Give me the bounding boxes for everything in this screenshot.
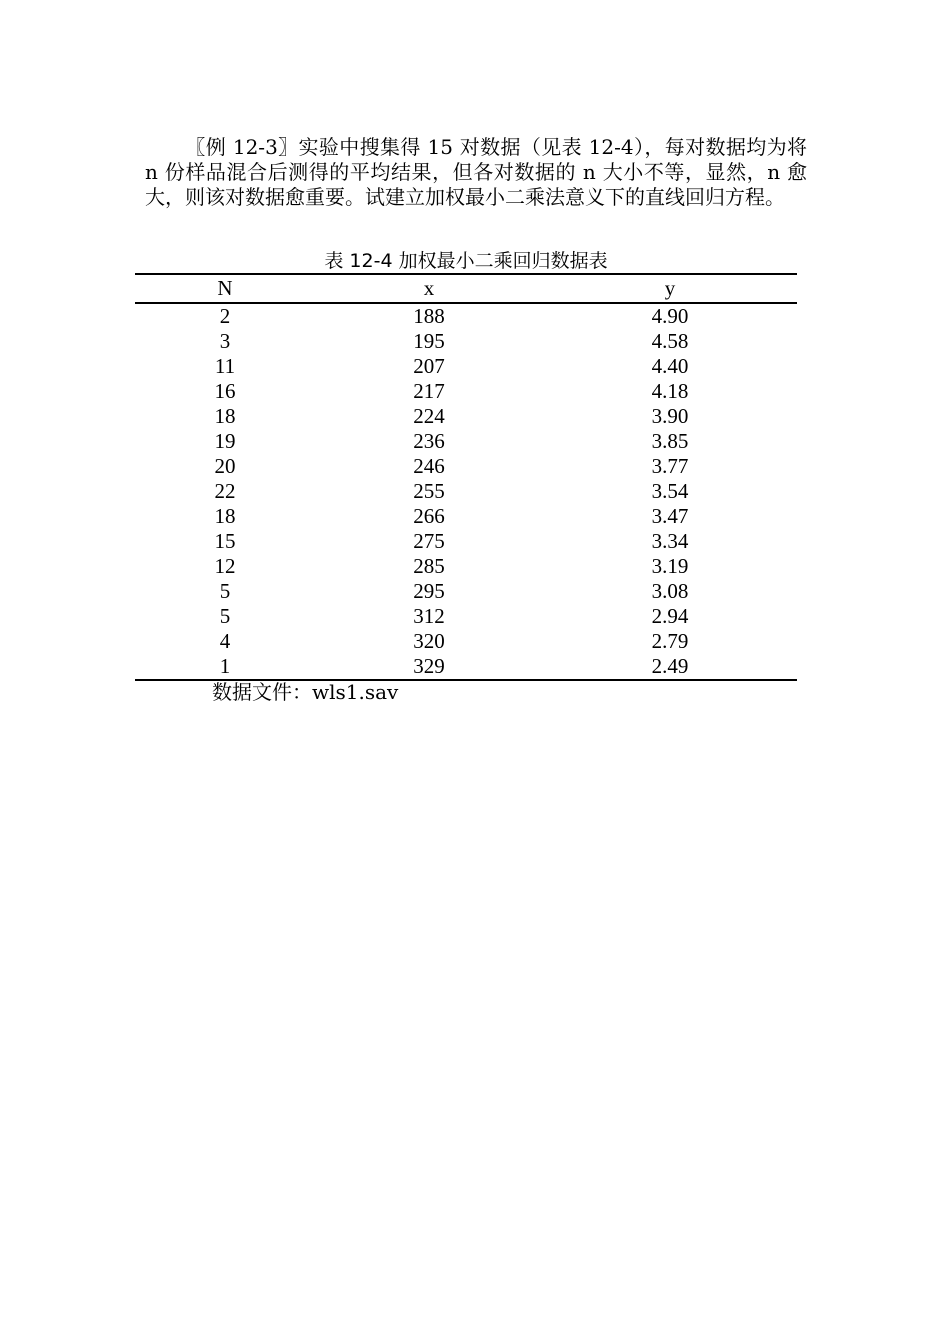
cell-x: 312 [413, 604, 445, 628]
cell-x: 295 [413, 579, 445, 603]
table-row [135, 504, 797, 529]
table-row [135, 354, 797, 379]
cell-x: 195 [413, 329, 445, 353]
cell-y: 3.34 [651, 529, 689, 553]
example-text: 〖例 12-3〗实验中搜集得 15 对数据（见表 12-4），每对数据均为将 n 份样品混合后测得的平均结果，但各对数据的 n 大小不等，显然，n 愈大，则该对数据愈重要。试建立加权最小二乘法意义下的直线回归方程。 [145, 135, 807, 209]
example-paragraph [145, 135, 807, 210]
cell-n: 20 [214, 454, 236, 478]
table-row [135, 429, 797, 454]
cell-y: 4.90 [651, 304, 689, 328]
cell-y: 4.18 [651, 379, 689, 403]
table-row [135, 579, 797, 604]
cell-x: 217 [413, 379, 445, 403]
cell-x: 224 [413, 404, 445, 428]
cell-x: 255 [413, 479, 445, 503]
cell-x: 236 [413, 429, 445, 453]
cell-x: 207 [413, 354, 445, 378]
cell-x: 329 [413, 654, 445, 678]
cell-y: 2.49 [651, 654, 689, 678]
cell-y: 3.90 [651, 404, 689, 428]
cell-y: 3.85 [651, 429, 689, 453]
cell-n: 11 [214, 354, 236, 378]
data-file-note: 数据文件：wls1.sav [212, 680, 399, 704]
cell-n: 5 [219, 604, 231, 628]
table-caption: 表 12-4 加权最小二乘回归数据表 [324, 250, 608, 272]
cell-n: 19 [214, 429, 236, 453]
cell-n: 2 [219, 304, 231, 328]
cell-x: 266 [413, 504, 445, 528]
table-row [135, 554, 797, 579]
header-n: N [217, 276, 233, 300]
table-row [135, 329, 797, 354]
table-row [135, 303, 797, 329]
header-x: x [423, 276, 435, 300]
cell-y: 2.79 [651, 629, 689, 653]
cell-y: 4.40 [651, 354, 689, 378]
cell-n: 4 [219, 629, 231, 653]
cell-x: 285 [413, 554, 445, 578]
cell-x: 320 [413, 629, 445, 653]
table-row [135, 629, 797, 654]
cell-y: 2.94 [651, 604, 689, 628]
cell-y: 3.77 [651, 454, 689, 478]
cell-n: 18 [214, 404, 236, 428]
cell-n: 3 [219, 329, 231, 353]
cell-n: 22 [214, 479, 236, 503]
cell-x: 275 [413, 529, 445, 553]
table-row [135, 454, 797, 479]
cell-n: 1 [219, 654, 231, 678]
cell-n: 5 [219, 579, 231, 603]
header-y: y [664, 276, 676, 300]
table-header-row [135, 274, 797, 303]
cell-n: 15 [214, 529, 236, 553]
cell-x: 188 [413, 304, 445, 328]
cell-y: 4.58 [651, 329, 689, 353]
weighted-regression-table [135, 273, 797, 681]
cell-n: 16 [214, 379, 236, 403]
cell-y: 3.08 [651, 579, 689, 603]
cell-n: 18 [214, 504, 236, 528]
cell-y: 3.19 [651, 554, 689, 578]
cell-n: 12 [214, 554, 236, 578]
table-body [135, 303, 797, 680]
table-row [135, 404, 797, 429]
table-row [135, 604, 797, 629]
table-row [135, 379, 797, 404]
cell-x: 246 [413, 454, 445, 478]
table-row [135, 479, 797, 504]
cell-y: 3.54 [651, 479, 689, 503]
table-row [135, 654, 797, 680]
cell-y: 3.47 [651, 504, 689, 528]
table-row [135, 529, 797, 554]
